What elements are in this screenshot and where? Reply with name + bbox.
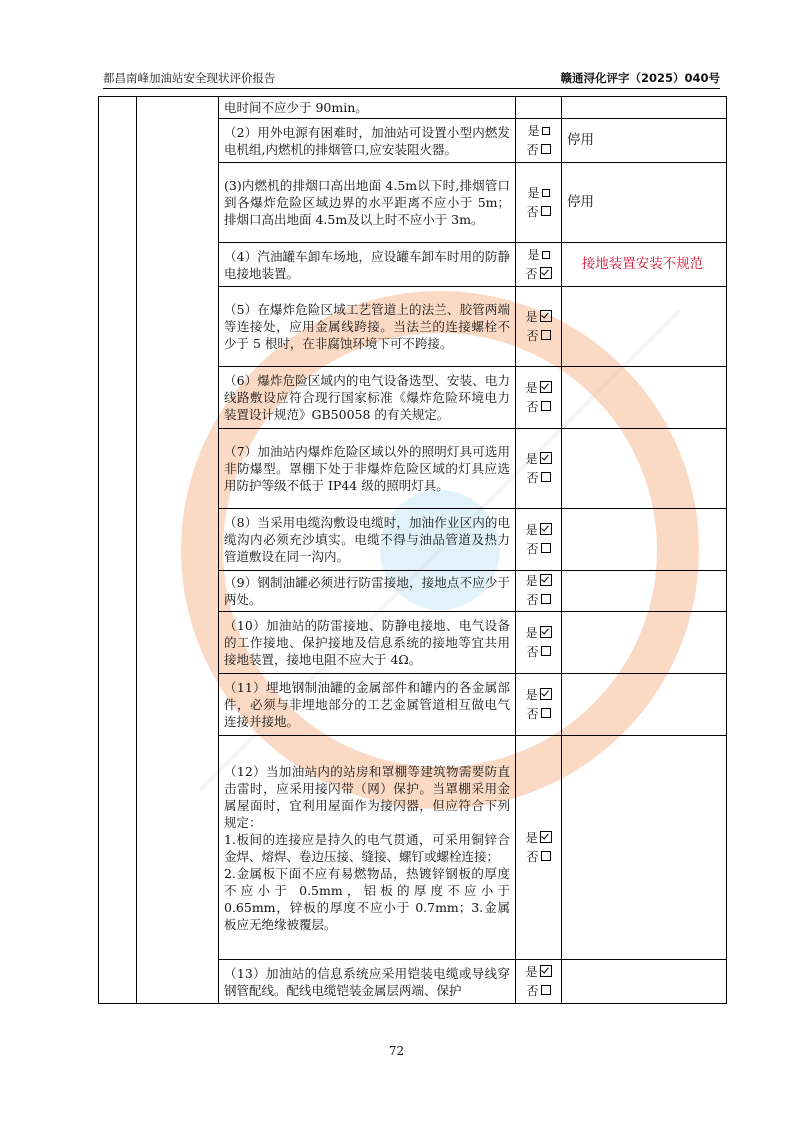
remark-cell (562, 674, 727, 736)
yes-no-checkbox-cell (516, 509, 562, 571)
remark-cell (562, 571, 727, 612)
yes-checked-box-icon[interactable] (540, 310, 552, 322)
yes-no-checkbox-cell (516, 571, 562, 612)
yes-empty-box-icon[interactable] (542, 189, 550, 197)
yes-empty-box-icon[interactable] (542, 127, 550, 135)
check-item-text: （6）爆炸危险区域内的电气设备选型、安装、电力线路敷设应符合现行国家标准《爆炸危险环境电力装置设计规范》GB50058 的有关规定。 (219, 367, 516, 429)
yes-no-checkbox-cell (516, 612, 562, 674)
no-label: 否 (526, 706, 539, 721)
no-empty-box-icon[interactable] (541, 985, 551, 995)
page-number: 72 (388, 1044, 405, 1058)
yes-label: 是 (527, 123, 540, 138)
check-item-text: （11）埋地钢制油罐的金属部件和罐内的各金属部件，必须与非埋地部分的工艺金属管道相互做电气连接并接地。 (219, 674, 516, 736)
check-item-text: （5）在爆炸危险区域工艺管道上的法兰、胶管两端等连接处，应用金属线跨接。当法兰的连接螺栓不少于 5 根时，在非腐蚀环境下可不跨接。 (219, 287, 516, 367)
no-label: 否 (526, 644, 539, 659)
no-label: 否 (526, 983, 539, 998)
no-checked-box-icon[interactable] (540, 267, 552, 279)
yes-no-checkbox-cell (516, 674, 562, 736)
yes-checked-box-icon[interactable] (540, 574, 552, 586)
yes-no-checkbox-cell (516, 287, 562, 367)
no-label: 否 (526, 593, 539, 607)
yes-label: 是 (525, 574, 538, 588)
yes-no-checkbox-cell (516, 97, 562, 119)
yes-label: 是 (525, 964, 538, 979)
yes-checked-box-icon[interactable] (540, 452, 552, 464)
yes-no-checkbox-cell (516, 163, 562, 243)
yes-label: 是 (525, 309, 538, 324)
yes-checked-box-icon[interactable] (540, 523, 552, 535)
report-title: 都昌南峰加油站安全现状评价报告 (103, 71, 276, 85)
yes-label: 是 (525, 830, 538, 845)
yes-no-checkbox-cell (516, 367, 562, 429)
no-empty-box-icon[interactable] (541, 206, 551, 216)
remark-cell (562, 429, 727, 509)
check-item-text: （13）加油站的信息系统应采用铠装电缆或导线穿钢管配线。配线电缆铠装金属层两端、保护 (219, 960, 516, 1004)
yes-checked-box-icon[interactable] (540, 626, 552, 638)
yes-label: 是 (525, 522, 538, 537)
no-empty-box-icon[interactable] (541, 708, 551, 718)
remark-cell (562, 736, 727, 960)
table-row (99, 97, 727, 119)
no-label: 否 (525, 266, 538, 281)
check-item-text: （9）钢制油罐必须进行防雷接地，接地点不应少于两处。 (219, 571, 516, 612)
yes-empty-box-icon[interactable] (542, 251, 550, 259)
no-empty-box-icon[interactable] (541, 594, 551, 604)
check-item-text: （4）汽油罐车卸车场地，应设罐车卸车时用的防静电接地装置。 (219, 243, 516, 287)
check-item-text: (3)内燃机的排烟口高出地面 4.5m以下时,排烟管口到各爆炸危险区域边界的水平距离不应小于 5m；排烟口高出地面 4.5m及以上时不应小于 3m。 (219, 163, 516, 243)
sub-category-column-cell (137, 97, 219, 1004)
check-item-text: （2）用外电源有困难时，加油站可设置小型内燃发电机组,内燃机的排烟管口,应安装阻火器。 (219, 119, 516, 163)
category-column-cell (99, 97, 137, 1004)
yes-label: 是 (527, 247, 540, 262)
no-empty-box-icon[interactable] (541, 330, 551, 340)
no-empty-box-icon[interactable] (541, 646, 551, 656)
remark-cell (562, 367, 727, 429)
no-empty-box-icon[interactable] (541, 144, 551, 154)
remark-cell (562, 509, 727, 571)
check-item-text: （10）加油站的防雷接地、防静电接地、电气设备的工作接地、保护接地及信息系统的接地等宜共用接地装置，接地电阻不应大于 4Ω。 (219, 612, 516, 674)
no-label: 否 (526, 399, 539, 414)
no-label: 否 (526, 204, 539, 219)
check-item-text: （12）当加油站内的站房和罩棚等建筑物需要防直击雷时，应采用接闪带（网）保护。当罩棚采用金属屋面时，宜利用屋面作为接闪器，但应符合下列规定： 1.板间的连接应是持久的电气贯通，可采用铜锌合金焊、熔焊、卷边压接、缝接、螺钉或螺栓连接； 2.金属板下面不应有易燃物品，热镀锌钢板的厚度不应小于 0.5mm，铝板的厚度不应小于 0.65mm，锌板的厚度不应小于 0.7mm；3.金属板应无绝缘被覆层。 (219, 736, 516, 960)
yes-label: 是 (525, 451, 538, 466)
yes-no-checkbox-cell (516, 429, 562, 509)
yes-no-checkbox-cell (516, 243, 562, 287)
yes-no-checkbox-cell (516, 736, 562, 960)
no-label: 否 (526, 541, 539, 556)
remark-cell: 接地装置安装不规范 (562, 243, 727, 287)
report-code: 赣通浔化评字（2025）040号 (560, 71, 720, 85)
remark-cell: 停用 (562, 119, 727, 163)
yes-label: 是 (527, 185, 540, 200)
remark-cell: 停用 (562, 163, 727, 243)
no-empty-box-icon[interactable] (541, 543, 551, 553)
yes-label: 是 (525, 687, 538, 702)
remark-cell (562, 287, 727, 367)
no-empty-box-icon[interactable] (541, 472, 551, 482)
no-empty-box-icon[interactable] (541, 401, 551, 411)
no-label: 否 (526, 142, 539, 157)
yes-checked-box-icon[interactable] (540, 831, 552, 843)
no-label: 否 (526, 849, 539, 864)
yes-no-checkbox-cell (516, 960, 562, 1004)
no-empty-box-icon[interactable] (541, 851, 551, 861)
no-label: 否 (526, 470, 539, 485)
page-header (103, 70, 720, 89)
yes-label: 是 (525, 625, 538, 640)
no-label: 否 (526, 328, 539, 343)
check-item-text: （8）当采用电缆沟敷设电缆时，加油作业区内的电缆沟内必须充沙填实。电缆不得与油品管道及热力管道敷设在同一沟内。 (219, 509, 516, 571)
remark-cell (562, 960, 727, 1004)
remark-cell (562, 612, 727, 674)
yes-no-checkbox-cell (516, 119, 562, 163)
remark-cell (562, 97, 727, 119)
yes-label: 是 (525, 380, 538, 395)
inspection-table (98, 96, 727, 1004)
check-item-text: （7）加油站内爆炸危险区域以外的照明灯具可选用非防爆型。罩棚下处于非爆炸危险区域的灯具应选用防护等级不低于 IP44 级的照明灯具。 (219, 429, 516, 509)
yes-checked-box-icon[interactable] (540, 965, 552, 977)
yes-checked-box-icon[interactable] (540, 381, 552, 393)
yes-checked-box-icon[interactable] (540, 688, 552, 700)
check-item-text: 电时间不应少于 90min。 (219, 97, 516, 119)
inspection-rows (99, 97, 727, 1004)
